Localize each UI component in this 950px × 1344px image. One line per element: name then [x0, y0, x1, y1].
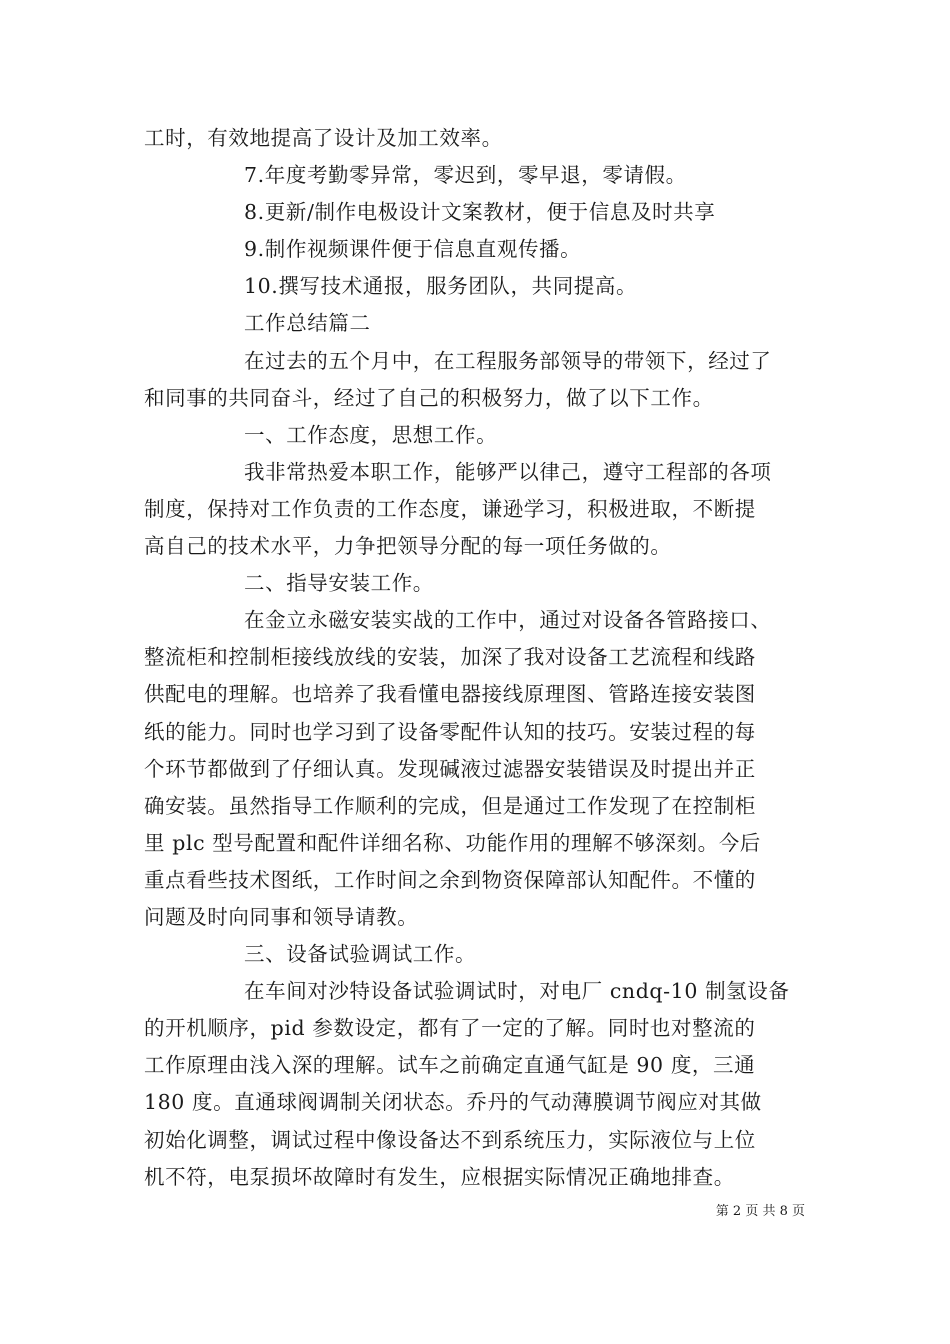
- text-line: 在车间对沙特设备试验调试时，对电厂 cndq-10 制氢设备: [244, 979, 790, 1004]
- text-line: 问题及时向同事和领导请教。: [144, 904, 419, 929]
- text-line: 二、指导安装工作。: [244, 571, 434, 596]
- text-line: 在过去的五个月中，在工程服务部领导的带领下，经过了: [244, 348, 772, 373]
- text-line: 供配电的理解。也培养了我看懂电器接线原理图、管路连接安装图: [144, 682, 756, 707]
- text-line: 7.年度考勤零异常，零迟到，零早退，零请假。: [244, 163, 687, 188]
- text-line: 的开机顺序，pid 参数设定，都有了一定的了解。同时也对整流的: [144, 1016, 756, 1041]
- document-body: [144, 120, 806, 1196]
- text-line: 高自己的技术水平，力争把领导分配的每一项任务做的。: [144, 534, 672, 559]
- text-line: 里 plc 型号配置和配件详细名称、功能作用的理解不够深刻。今后: [144, 830, 761, 855]
- text-line: 机不符，电泵损坏故障时有发生，应根据实际情况正确地排查。: [144, 1164, 735, 1189]
- text-line: 制度，保持对工作负责的工作态度，谦逊学习，积极进取，不断提: [144, 496, 756, 521]
- text-line: 整流柜和控制柜接线放线的安装，加深了我对设备工艺流程和线路: [144, 645, 756, 670]
- text-line: 三、设备试验调试工作。: [244, 942, 477, 967]
- text-line: 一、工作态度，思想工作。: [244, 422, 498, 447]
- text-line: 工时，有效地提高了设计及加工效率。: [144, 126, 503, 150]
- text-line: 和同事的共同奋斗，经过了自己的积极努力，做了以下工作。: [144, 385, 714, 410]
- text-line: 工作总结篇二: [244, 311, 371, 336]
- text-line: 重点看些技术图纸，工作时间之余到物资保障部认知配件。不懂的: [144, 867, 756, 892]
- text-line: 我非常热爱本职工作，能够严以律己，遵守工程部的各项: [244, 459, 772, 484]
- text-line: 个环节都做到了仔细认真。发现碱液过滤器安装错误及时提出并正: [144, 756, 756, 781]
- text-line: 9.制作视频课件便于信息直观传播。: [244, 237, 582, 262]
- text-line: 纸的能力。同时也学习到了设备零配件认知的技巧。安装过程的每: [144, 719, 756, 744]
- text-line: 工作原理由浅入深的理解。试车之前确定直通气缸是 90 度，三通: [144, 1053, 756, 1078]
- text-line: 在金立永磁安装实战的工作中，通过对设备各管路接口、: [244, 608, 772, 633]
- text-line: 10.撰写技术通报，服务团队，共同提高。: [244, 274, 638, 299]
- page-number-footer: 第 2 页 共 8 页: [715, 1204, 805, 1219]
- text-line: 180 度。直通球阀调制关闭状态。乔丹的气动薄膜调节阀应对其做: [144, 1090, 762, 1115]
- text-line: 8.更新/制作电极设计文案教材，便于信息及时共享: [244, 200, 716, 225]
- text-line: 初始化调整，调试过程中像设备达不到系统压力，实际液位与上位: [144, 1127, 756, 1152]
- text-line: 确安装。虽然指导工作顺利的完成，但是通过工作发现了在控制柜: [144, 793, 756, 818]
